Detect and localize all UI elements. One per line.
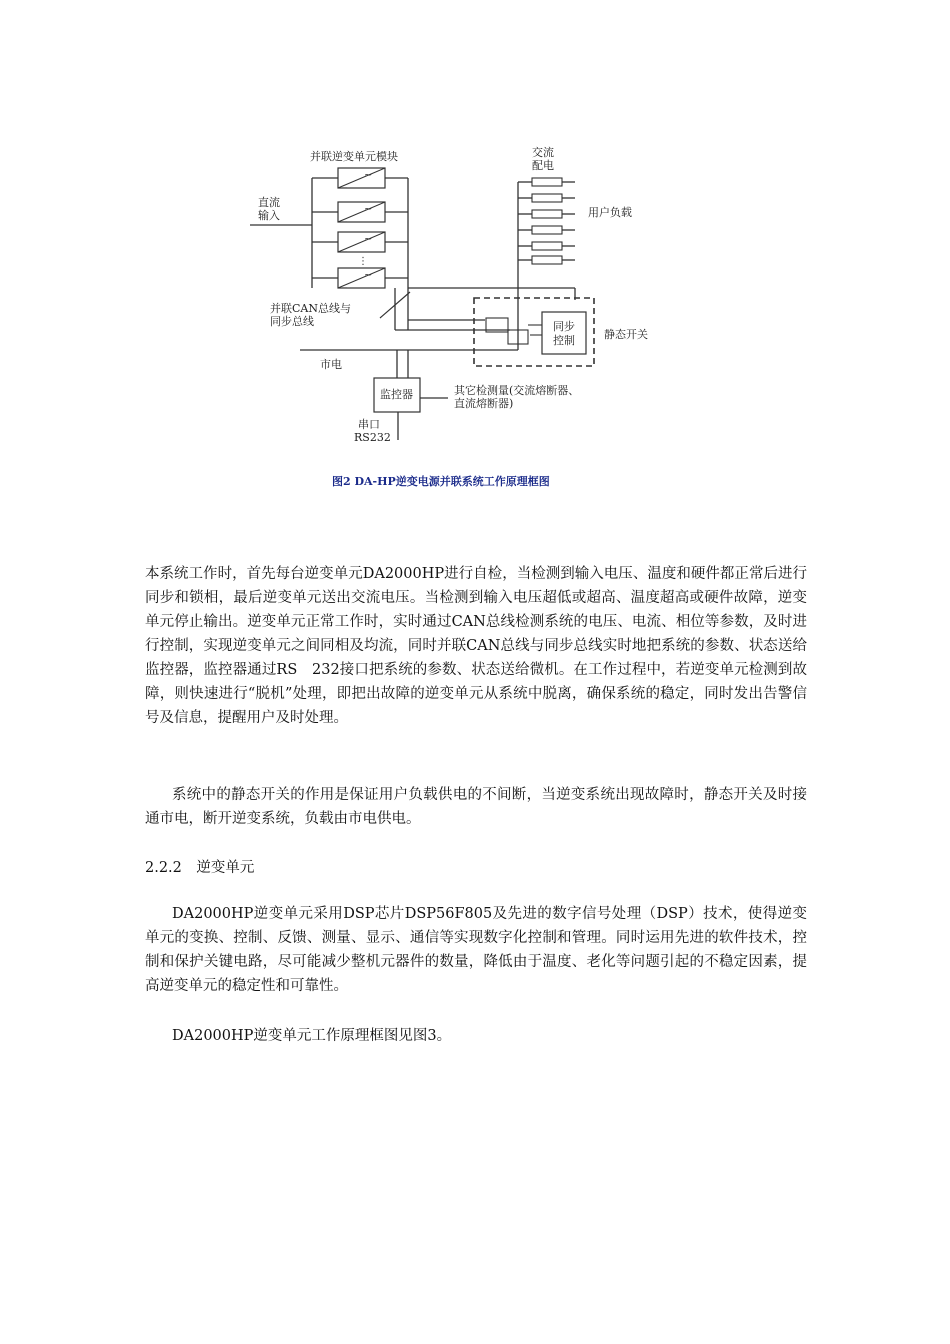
user-load-label: 用户负载 xyxy=(588,206,632,219)
paragraph-1: 本系统工作时，首先每台逆变单元DA2000HP进行自检，当检测到输入电压、温度和硬件都正常后进行同步和锁相，最后逆变单元送出交流电压。当检测到输入电压超低或超高、温度超高或硬件故障，逆变单元停止输出。逆变单元正常工作时，实时通过CAN总线检测系统的电压、电流、相位等参数，及时进行控制，实现逆变单元之间同相及均流，同时并联CAN总线与同步总线实时地把系统的参数、状态送给监控器，监控器通过RS 232接口把系统的参数、状态送给微机。在工作过程中，若逆变单元检测到故障，则快速进行“脱机”处理，即把出故障的逆变单元从系统中脱离，确保系统的稳定，同时发出告警信号及信息，提醒用户及时处理。 xyxy=(145,566,807,726)
ac-distribution-label-2: 配电 xyxy=(532,159,554,172)
sync-control-label-1: 同步 xyxy=(553,320,575,333)
svg-text:⋮: ⋮ xyxy=(358,256,368,267)
paragraph-4: DA2000HP逆变单元工作原理框图见图3。 xyxy=(172,1028,452,1044)
other-measure-label-1: 其它检测量(交流熔断器、 xyxy=(454,384,580,397)
section-heading: 2.2.2 逆变单元 xyxy=(145,860,255,876)
svg-text:_: _ xyxy=(342,178,347,189)
mains-label: 市电 xyxy=(320,358,342,371)
svg-text:~: ~ xyxy=(364,270,373,281)
paragraph-3-container xyxy=(145,902,807,998)
paragraph-3: DA2000HP逆变单元采用DSP芯片DSP56F805及先进的数字信号处理（DSP）技术，使得逆变单元的变换、控制、反馈、测量、显示、通信等实现数字化控制和管理。同时运用先进的软件技术，控制和保护关键电路，尽可能减少整机元器件的数量，降低由于温度、老化等问题引起的不稳定因素，提高逆变单元的稳定性和可靠性。 xyxy=(145,906,807,994)
monitor-label: 监控器 xyxy=(380,388,413,401)
svg-text:_: _ xyxy=(342,278,347,289)
svg-text:_: _ xyxy=(342,212,347,223)
serial-port-label-1: 串口 xyxy=(358,418,380,431)
dc-input-label-1: 直流 xyxy=(258,196,280,209)
svg-text:~: ~ xyxy=(364,204,373,215)
can-bus-label-1: 并联CAN总线与 xyxy=(270,302,351,315)
ac-distribution-label-1: 交流 xyxy=(532,146,554,159)
paragraph-2: 系统中的静态开关的作用是保证用户负载供电的不间断，当逆变系统出现故障时，静态开关及时接通市电，断开逆变系统，负载由市电供电。 xyxy=(145,787,807,827)
svg-text:_: _ xyxy=(342,242,347,253)
paragraph-4-container xyxy=(145,1024,807,1048)
paragraph-2-container xyxy=(145,783,807,831)
svg-text:~: ~ xyxy=(364,170,373,181)
figure-caption: 图2 DA-HP逆变电源并联系统工作原理框图 xyxy=(332,475,550,488)
dc-input-label-2: 输入 xyxy=(258,209,280,222)
system-diagram-figure xyxy=(240,140,648,500)
static-switch-label: 静态开关 xyxy=(604,328,648,341)
section-heading-container xyxy=(145,856,807,880)
paragraph-1-container xyxy=(145,562,807,730)
block-diagram xyxy=(240,140,620,460)
serial-port-label-2: RS232 xyxy=(354,431,391,444)
module-label: 并联逆变单元模块 xyxy=(310,150,398,163)
svg-text:~: ~ xyxy=(364,234,373,245)
other-measure-label-2: 直流熔断器) xyxy=(454,397,514,410)
can-bus-label-2: 同步总线 xyxy=(270,315,314,328)
sync-control-label-2: 控制 xyxy=(553,334,575,347)
